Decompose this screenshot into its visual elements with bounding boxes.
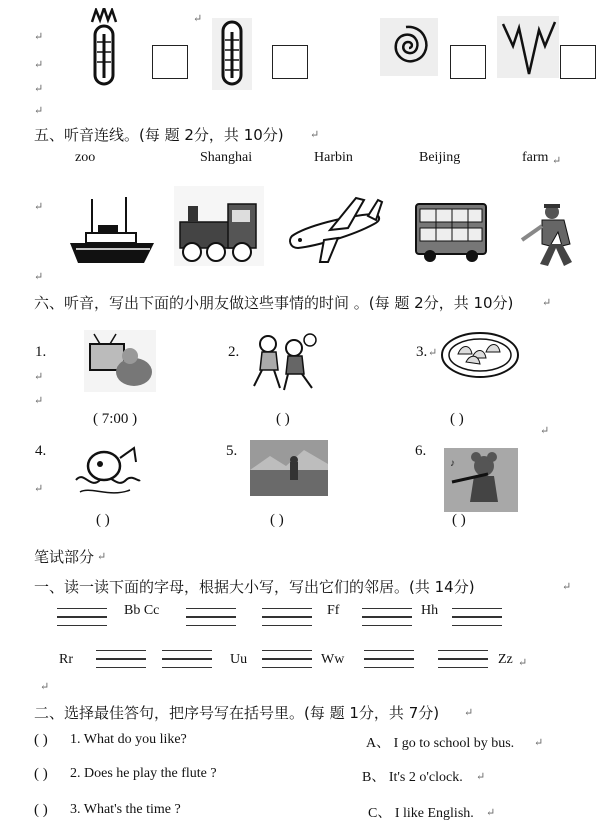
item-number: 6.: [415, 443, 427, 459]
item-number: 1.: [35, 344, 47, 360]
return-mark: ↵: [34, 395, 44, 407]
dumplings-icon: [440, 330, 520, 380]
part1-title: 一、读一读下面的字母，根据大小写，写出它们的邻居。(共 14分): [34, 578, 475, 596]
place-word-farm: farm: [522, 150, 549, 165]
writing-lines[interactable]: [262, 608, 312, 626]
time-answer[interactable]: ( ): [96, 512, 110, 528]
return-mark: ↵: [534, 737, 544, 749]
time-answer[interactable]: ( ): [270, 512, 284, 528]
return-mark: ↵: [518, 657, 528, 669]
top-picture-row: [0, 0, 606, 117]
answer-blank[interactable]: ( ): [34, 766, 48, 782]
return-mark: ↵: [34, 105, 44, 117]
section6-title: 六、听音，写出下面的小朋友做这些事情的时间 。(每 题 2分，共 10分): [34, 294, 514, 312]
return-mark: ↵: [40, 681, 50, 693]
answer-option: C、 I like English.: [368, 806, 474, 821]
mouse-flute-icon: [444, 448, 518, 512]
return-mark: ↵: [34, 31, 44, 43]
return-mark: ↵: [476, 771, 486, 783]
place-word-harbin: Harbin: [314, 150, 353, 165]
answer-option: A、 I go to school by bus.: [366, 736, 515, 751]
item-number: 3.: [416, 344, 428, 360]
item-number: 5.: [226, 443, 238, 459]
question-text: 3. What's the time ?: [70, 802, 181, 817]
section5-title: 五、听音连线。(每 题 2分，共 10分): [34, 126, 284, 144]
written-part-title: 笔试部分: [34, 548, 95, 566]
writing-lines[interactable]: [96, 650, 146, 668]
watching-tv-icon: [84, 330, 156, 392]
answer-box[interactable]: [560, 45, 596, 79]
answer-blank[interactable]: ( ): [34, 802, 48, 818]
return-mark: ↵: [562, 581, 572, 593]
place-word-beijing: Beijing: [419, 150, 461, 165]
letter-pair: Bb Cc: [124, 603, 160, 618]
writing-lines[interactable]: [438, 650, 488, 668]
answer-box[interactable]: [450, 45, 486, 79]
time-answer[interactable]: ( ): [452, 512, 466, 528]
answer-box[interactable]: [272, 45, 308, 79]
answer-option: B、 It's 2 o'clock.: [362, 770, 463, 785]
bus-icon: [414, 200, 488, 264]
item-number: 4.: [35, 443, 47, 459]
svg-text:♪: ♪: [450, 458, 455, 469]
writing-lines[interactable]: [362, 608, 412, 626]
return-mark: ↵: [34, 483, 44, 495]
wind-spiral-icon: [380, 18, 438, 76]
farmer-icon: [514, 200, 584, 270]
kids-running-icon: [248, 330, 322, 394]
swimming-icon: [70, 440, 144, 502]
answer-box[interactable]: [152, 45, 188, 79]
icicle-icon: [497, 16, 559, 78]
part2-title: 二、选择最佳答句，把序号写在括号里。(每 题 1分，共 7分): [34, 704, 440, 722]
writing-lines[interactable]: [57, 608, 107, 626]
answer-blank[interactable]: ( ): [34, 732, 48, 748]
return-mark: ↵: [34, 83, 44, 95]
return-mark: ↵: [193, 13, 203, 25]
return-mark: ↵: [310, 129, 320, 141]
return-mark: ↵: [542, 297, 552, 309]
hot-thermometer-icon: [84, 8, 124, 90]
writing-lines[interactable]: [364, 650, 414, 668]
airplane-icon: [286, 192, 384, 264]
writing-lines[interactable]: [452, 608, 502, 626]
letter-pair: Rr: [59, 652, 73, 667]
place-word-zoo: zoo: [75, 150, 96, 165]
place-word-shanghai: Shanghai: [200, 150, 253, 165]
return-mark: ↵: [428, 347, 438, 359]
letter-pair: Zz: [498, 652, 513, 667]
return-mark: ↵: [552, 155, 562, 167]
return-mark: ↵: [34, 371, 44, 383]
cold-thermometer-icon: [212, 18, 252, 90]
writing-lines[interactable]: [162, 650, 212, 668]
letter-pair: Ww: [321, 652, 345, 667]
train-icon: [174, 186, 264, 266]
writing-lines[interactable]: [186, 608, 236, 626]
return-mark: ↵: [34, 59, 44, 71]
return-mark: ↵: [97, 551, 107, 563]
writing-lines[interactable]: [262, 650, 312, 668]
question-text: 2. Does he play the flute ?: [70, 766, 217, 781]
return-mark: ↵: [34, 271, 44, 283]
return-mark: ↵: [540, 425, 550, 437]
return-mark: ↵: [34, 201, 44, 213]
return-mark: ↵: [464, 707, 474, 719]
ship-icon: [68, 193, 156, 269]
letter-pair: Ff: [327, 603, 340, 618]
letter-pair: Hh: [421, 603, 439, 618]
question-text: 1. What do you like?: [70, 732, 187, 747]
return-mark: ↵: [486, 807, 496, 819]
item-number: 2.: [228, 344, 240, 360]
letter-pair: Uu: [230, 652, 248, 667]
time-answer[interactable]: ( ): [276, 411, 290, 427]
park-scene-icon: [250, 440, 328, 496]
time-answer[interactable]: ( 7:00 ): [93, 411, 138, 427]
time-answer[interactable]: ( ): [450, 411, 464, 427]
